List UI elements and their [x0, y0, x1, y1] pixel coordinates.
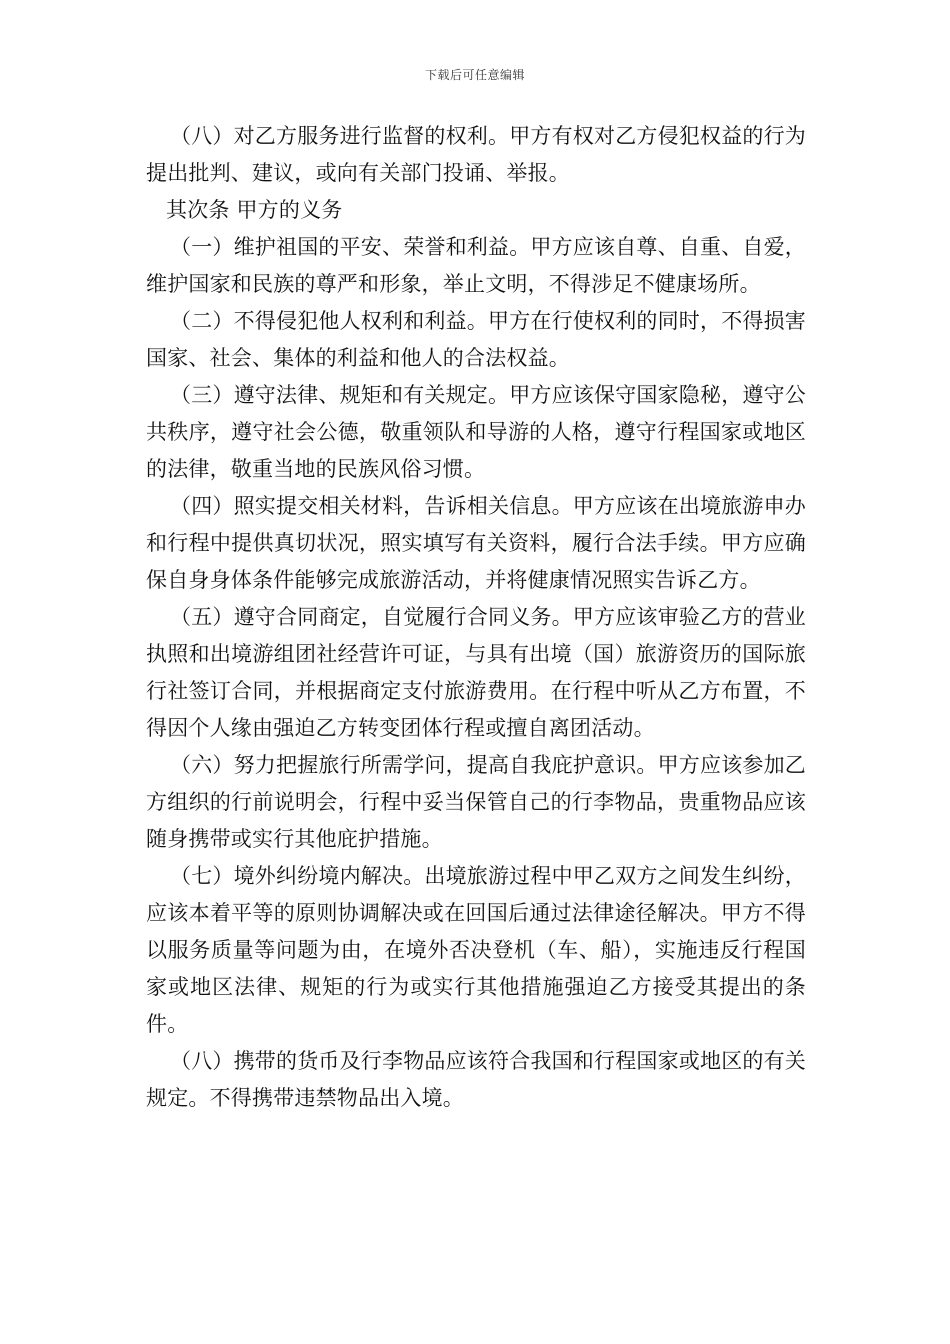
paragraph-obligation-3: （三）遵守法律、规矩和有关规定。甲方应该保守国家隐秘，遵守公共秩序，遵守社会公德，敬重领队和导游的人格，遵守行程国家或地区的法律，敬重当地的民族风俗习惯。	[146, 383, 806, 481]
paragraph-obligation-7: （七）境外纠纷境内解决。出境旅游过程中甲乙双方之间发生纠纷，应该本着平等的原则协调解决或在回国后通过法律途径解决。甲方不得以服务质量等问题为由，在境外否决登机（车、船），实施违反行程国家或地区法律、规矩的行为或实行其他措施强迫乙方接受其提出的条件。	[146, 864, 806, 1036]
paragraph-obligation-8: （八）携带的货币及行李物品应该符合我国和行程国家或地区的有关规定。不得携带违禁物品出入境。	[146, 1049, 806, 1110]
document-body	[146, 118, 806, 1117]
paragraph-obligation-2: （二）不得侵犯他人权利和利益。甲方在行使权利的同时，不得损害国家、社会、集体的利益和他人的合法权益。	[146, 309, 806, 370]
download-note: 下载后可任意编辑	[424, 68, 525, 82]
paragraph-obligation-5: （五）遵守合同商定，自觉履行合同义务。甲方应该审验乙方的营业执照和出境游组团社经营许可证，与具有出境（国）旅游资历的国际旅行社签订合同，并根据商定支付旅游费用。在行程中听从乙方布置，不得因个人缘由强迫乙方转变团体行程或擅自离团活动。	[146, 605, 806, 740]
paragraph-obligation-6: （六）努力把握旅行所需学问，提高自我庇护意识。甲方应该参加乙方组织的行前说明会，行程中妥当保管自己的行李物品，贵重物品应该随身携带或实行其他庇护措施。	[146, 753, 806, 851]
paragraph-obligation-1: （一）维护祖国的平安、荣誉和利益。甲方应该自尊、自重、自爱，维护国家和民族的尊严和形象，举止文明，不得涉足不健康场所。	[146, 235, 806, 296]
paragraph-obligation-4: （四）照实提交相关材料，告诉相关信息。甲方应该在出境旅游申办和行程中提供真切状况，照实填写有关资料，履行合法手续。甲方应确保自身身体条件能够完成旅游活动，并将健康情况照实告诉乙方。	[146, 494, 806, 592]
article-heading-obligations: 其次条 甲方的义务	[166, 198, 343, 222]
paragraph-supervision-right: （八）对乙方服务进行监督的权利。甲方有权对乙方侵犯权益的行为提出批判、建议，或向有关部门投诵、举报。	[146, 124, 806, 185]
